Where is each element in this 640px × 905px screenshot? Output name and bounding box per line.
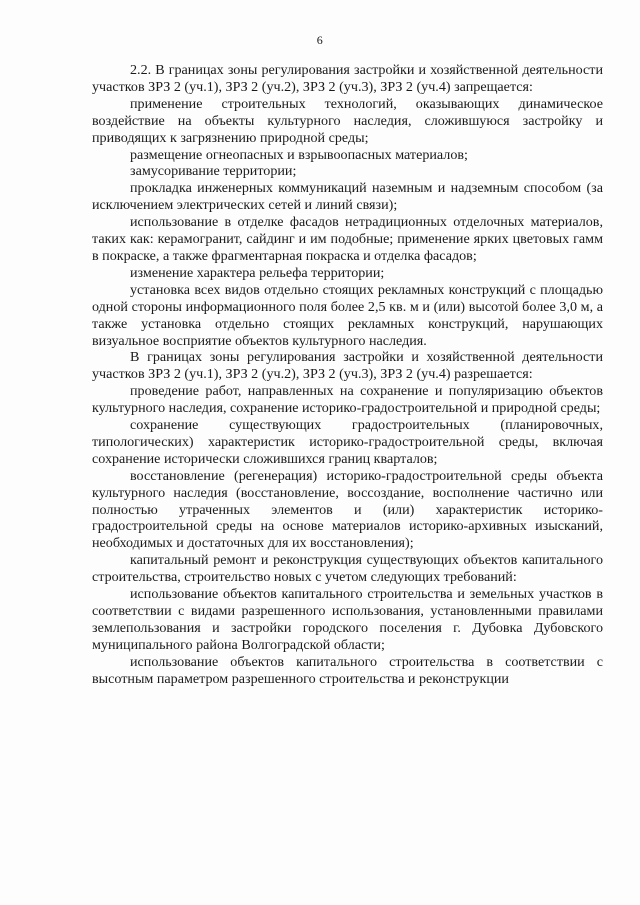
body-text — [92, 62, 603, 688]
paragraph: применение строительных технологий, оказывающих динамическое воздействие на объекты культурного наследия, сложившуюся застройку и приводящих к загрязнению природной среды; — [92, 95, 603, 146]
paragraph: размещение огнеопасных и взрывоопасных материалов; — [130, 146, 468, 163]
paragraph: использование в отделке фасадов нетрадиционных отделочных материалов, таких как: керамогранит, сайдинг и им подобные; применение ярких цветовых гамм в покраске, а также фрагментарная покраска и отделка фасадов; — [92, 214, 603, 264]
paragraph: установка всех видов отдельно стоящих рекламных конструкций с площадью одной стороны информационного поля более 2,5 кв. м и (или) высотой более 3,0 м, а также установка отдельно стоящих рекламных конструкций, нарушающих визуальное восприятие объектов культурного наследия. — [92, 281, 603, 349]
paragraph: изменение характера рельефа территории; — [130, 264, 385, 281]
page-number: 6 — [316, 33, 324, 47]
paragraph: 2.2. В границах зоны регулирования застройки и хозяйственной деятельности участков ЗРЗ 2 (уч.1), ЗРЗ 2 (уч.2), ЗРЗ 2 (уч.3), ЗРЗ 2 (уч.4) запрещается: — [92, 62, 603, 95]
paragraph: В границах зоны регулирования застройки и хозяйственной деятельности участков ЗРЗ 2 (уч.1), ЗРЗ 2 (уч.2), ЗРЗ 2 (уч.3), ЗРЗ 2 (уч.4) разрешается: — [92, 349, 603, 383]
paragraph: замусоривание территории; — [130, 163, 297, 180]
paragraph: сохранение существующих градостроительных (планировочных, типологических) характеристик историко-градостроительной среды, включая сохранение исторически сложившихся границ кварталов; — [92, 417, 603, 467]
paragraph: восстановление (регенерация) историко-градостроительной среды объекта культурного наследия (восстановление, воссоздание, восполнение частично или полностью утраченных элементов и (или) характеристик историко-градостроительной среды на основе материалов историко-архивных изысканий, необходимых и достаточных для их восстановления); — [92, 467, 603, 552]
paragraph: прокладка инженерных коммуникаций наземным и надземным способом (за исключением электрических сетей и линий связи); — [92, 180, 603, 214]
paragraph: проведение работ, направленных на сохранение и популяризацию объектов культурного наследия, сохранение историко-градостроительной и природной среды; — [92, 383, 603, 417]
paragraph: использование объектов капитального строительства и земельных участков в соответствии с видами разрешенного использования, установленными правилами землепользования и застройки городского поселения г. Дубовка Дубовского муниципального района Волгоградской области; — [92, 586, 603, 653]
paragraph: капитальный ремонт и реконструкция существующих объектов капитального строительства, строительство новых с учетом следующих требований: — [92, 552, 603, 586]
paragraph: использование объектов капитального строительства в соответствии с высотным параметром разрешенного строительства и реконструкции — [92, 653, 603, 687]
